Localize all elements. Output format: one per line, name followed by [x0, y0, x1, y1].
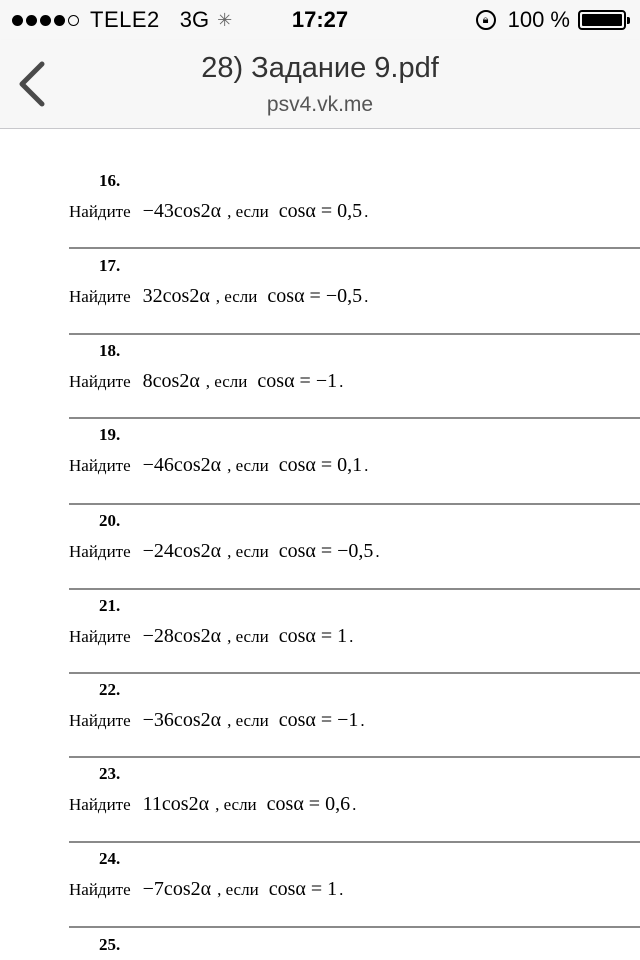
task-condition: cosα = −1	[278, 709, 359, 731]
task-period: .	[360, 711, 365, 730]
battery-fill	[582, 14, 622, 26]
document-title: 28) Задание 9.pdf	[201, 52, 439, 84]
carrier-name: TELE2	[90, 7, 160, 32]
task-text	[69, 540, 380, 563]
task-connector: , если	[205, 372, 248, 391]
task-verb: Найдите	[69, 542, 131, 561]
task-number: 23.	[99, 764, 121, 783]
navigation-bar	[0, 40, 640, 129]
task-connector: , если	[217, 880, 259, 899]
task-condition: cosα = −0,5	[267, 285, 363, 307]
task-text	[69, 878, 343, 901]
task-connector: , если	[227, 456, 269, 475]
task-divider	[69, 672, 640, 674]
task-text	[69, 793, 356, 816]
task-connector: , если	[227, 711, 269, 730]
task-verb: Найдите	[69, 795, 131, 814]
rotation-lock-icon: 🔒︎	[476, 10, 496, 30]
task-number: 22.	[99, 680, 121, 699]
task-expression: 11cos2α	[142, 793, 210, 815]
task-divider	[69, 417, 640, 419]
task-divider	[69, 503, 640, 505]
task-condition: cosα = 1	[268, 878, 338, 900]
battery-icon	[578, 10, 626, 30]
task-text	[69, 200, 368, 223]
task-condition: cosα = 0,1	[278, 454, 363, 476]
status-right	[476, 7, 626, 33]
task-verb: Найдите	[69, 287, 131, 306]
activity-spinner-icon: ✳	[217, 9, 233, 30]
pdf-viewer[interactable]	[0, 129, 640, 960]
task-number: 18.	[99, 341, 121, 360]
task-number: 24.	[99, 849, 121, 868]
task-divider	[69, 333, 640, 335]
document-source: psv4.vk.me	[266, 93, 374, 116]
network-type: 3G	[179, 7, 210, 32]
task-connector: , если	[215, 795, 257, 814]
task-text	[69, 285, 368, 308]
task-expression: −7cos2α	[142, 878, 212, 900]
task-period: .	[352, 795, 357, 814]
task-number: 25.	[99, 935, 121, 954]
task-condition: cosα = 0,5	[278, 200, 363, 222]
task-verb: Найдите	[69, 627, 131, 646]
task-period: .	[339, 372, 344, 391]
task-connector: , если	[227, 627, 269, 646]
task-condition: cosα = 0,6	[266, 793, 351, 815]
task-condition: cosα = −0,5	[278, 540, 374, 562]
task-text	[69, 625, 353, 648]
task-text	[69, 454, 368, 477]
task-connector: , если	[227, 202, 269, 221]
task-period: .	[349, 627, 354, 646]
task-number: 20.	[99, 511, 121, 530]
task-expression: 8cos2α	[142, 370, 200, 392]
task-text	[69, 709, 365, 732]
task-verb: Найдите	[69, 456, 131, 475]
task-period: .	[339, 880, 344, 899]
task-period: .	[375, 542, 380, 561]
task-divider	[69, 926, 640, 928]
task-condition: cosα = 1	[278, 625, 348, 647]
task-expression: −43cos2α	[142, 200, 222, 222]
task-period: .	[364, 287, 369, 306]
task-period: .	[364, 456, 369, 475]
status-time: 17:27	[291, 7, 349, 32]
task-number: 19.	[99, 425, 121, 444]
task-divider	[69, 841, 640, 843]
status-left	[12, 7, 232, 33]
task-period: .	[364, 202, 369, 221]
task-connector: , если	[227, 542, 269, 561]
task-expression: −36cos2α	[142, 709, 222, 731]
task-number: 17.	[99, 256, 121, 275]
task-number: 16.	[99, 171, 121, 190]
battery-percent: 100 %	[507, 7, 570, 32]
task-condition: cosα = −1	[257, 370, 338, 392]
task-expression: −28cos2α	[142, 625, 222, 647]
task-verb: Найдите	[69, 880, 131, 899]
task-expression: 32cos2α	[142, 285, 210, 307]
task-expression: −46cos2α	[142, 454, 222, 476]
task-expression: −24cos2α	[142, 540, 222, 562]
task-text	[69, 370, 343, 393]
task-divider	[69, 247, 640, 249]
signal-strength-icon	[12, 15, 82, 26]
task-divider	[69, 588, 640, 590]
task-divider	[69, 756, 640, 758]
task-verb: Найдите	[69, 711, 131, 730]
task-verb: Найдите	[69, 372, 131, 391]
task-verb: Найдите	[69, 202, 131, 221]
task-connector: , если	[215, 287, 258, 306]
status-bar	[0, 0, 640, 40]
task-number: 21.	[99, 596, 121, 615]
